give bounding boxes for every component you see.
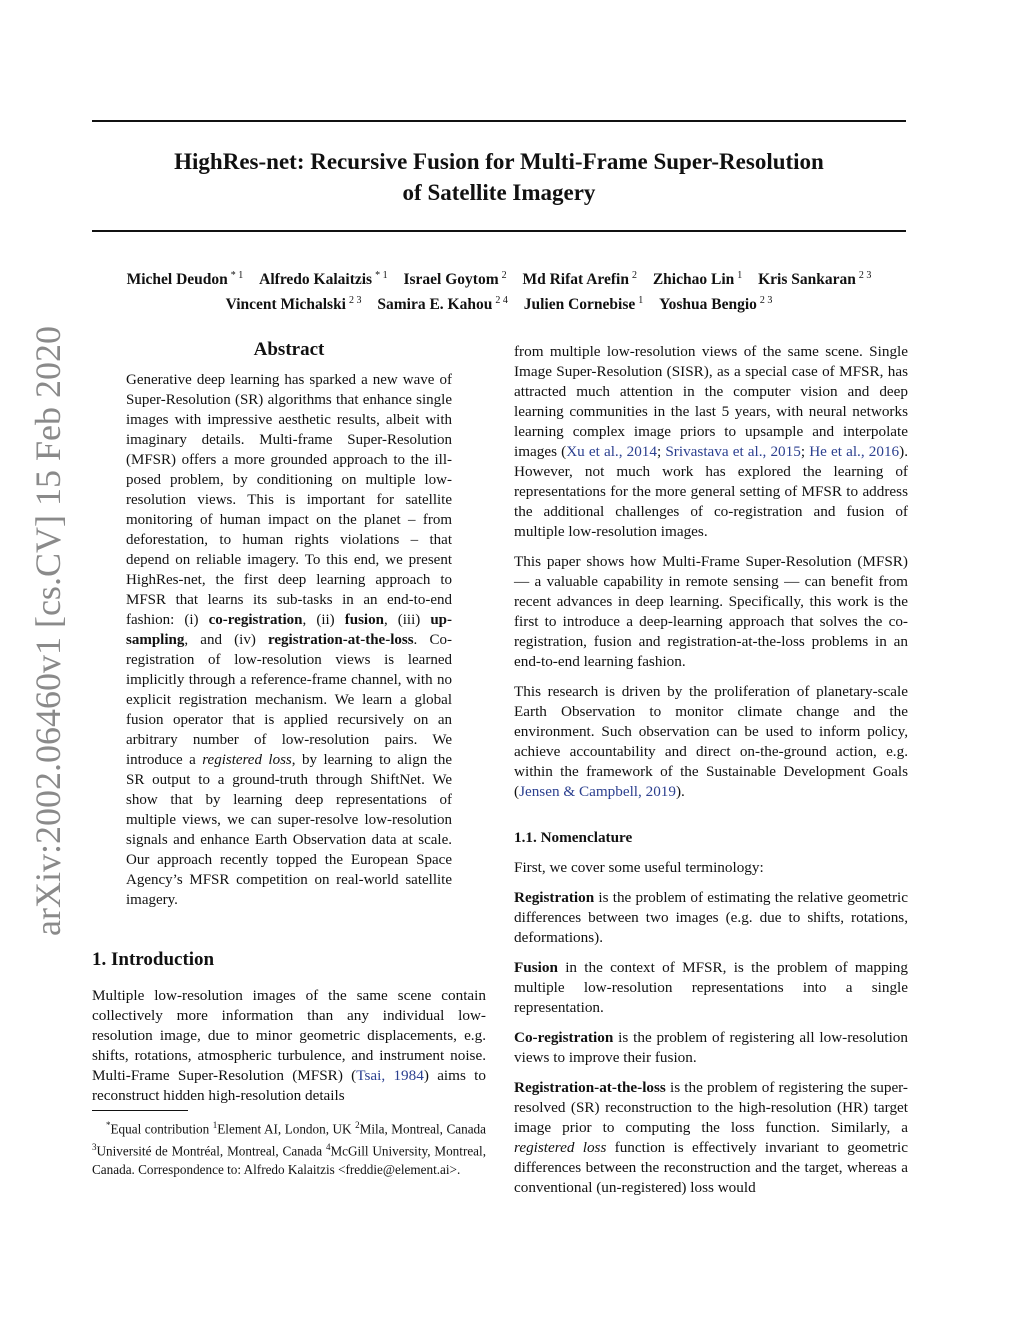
right-paragraph-1: from multiple low-resolution views of the same scene. Single Image Super-Resolution (SISR), as a special case of MFSR, has attracted much attention in the computer vision and deep learning communities in the last 5 years, with neural networks learning complex image priors to upsample and interpolate images (Xu et al., 2014; Srivastava et al., 2015; He et al., 2016). However, not much work has explored the learning of representations for the more general setting of MFSR to address the additional challenges of co-registration and fusion of multiple low-resolution images. bbox=[514, 343, 908, 540]
citation-link[interactable]: Jensen & Campbell, 2019 bbox=[519, 783, 676, 800]
abstract-text: Generative deep learning has sparked a new wave of Super-Resolution (SR) algorithms that enhance single images with impressive aesthetic results, albeit with imaginary details. Multi-frame Super-Resolution (MFSR) offers a more grounded approach to the ill-posed problem, by conditioning on multiple low-resolution views. This is important for satellite monitoring of human impact on the planet – from deforestation, to human rights violations – that depend on reliable imagery. To this end, we present HighRes-net, the first deep learning approach to MFSR that learns its sub-tasks in an end-to-end fashion: (i) co-registration, (ii) fusion, (iii) up-sampling, and (iv) registration-at-the-loss. Co-registration of low-resolution views is learned implicitly through a reference-frame channel, with no explicit registration mechanism. We learn a global fusion operator that is applied recursively on an arbitrary number of low-resolution pairs. We introduce a registered loss, by learning to align the SR output to a ground-truth through ShiftNet. We show that by learning deep representations of multiple views, we can super-resolve low-resolution signals and enhance Earth Observation data at scale. Our approach recently topped the European Space Agency’s MFSR competition on real-world satellite imagery. bbox=[126, 372, 453, 908]
right-paragraph-2: This paper shows how Multi-Frame Super-Resolution (MFSR) — a valuable capability in remote sensing — can benefit from recent advances in deep learning. Specifically, this work is the first to introduce a deep-learning approach that solves the co-registration, fusion and registration-at-the-loss problems in an end-to-end learning fashion. bbox=[514, 553, 908, 670]
author: Kris Sankaran $^{2 3}$ bbox=[758, 270, 872, 289]
introduction-heading: 1. Introduction bbox=[92, 949, 215, 970]
citation-link[interactable]: He et al., 2016 bbox=[809, 443, 900, 460]
author-line-1 bbox=[92, 265, 906, 290]
footnote: *Equal contribution $^1$Element AI, London, UK $^2$Mila, Montreal, Canada $^3$Université de Montréal, Montreal, Canada $^4$McGill University, Montreal, Canada. Correspondence to: Alfredo Kalaitzis <freddie@element.ai>. bbox=[92, 1120, 486, 1177]
author: Zhichao Lin $^1$ bbox=[652, 270, 743, 289]
title-rule-top bbox=[92, 120, 906, 122]
paper-title bbox=[92, 146, 906, 208]
author: Samira E. Kahou $^{2 4}$ bbox=[377, 295, 508, 314]
term-fusion: Fusion in the context of MFSR, is the problem of mapping multiple low-resolution representations into a single representation. bbox=[514, 959, 908, 1016]
right-column bbox=[514, 342, 908, 1208]
nomenclature-heading: 1.1. Nomenclature bbox=[514, 829, 633, 846]
title-line-2: of Satellite Imagery bbox=[402, 180, 596, 205]
term-registration: Registration is the problem of estimating the relative geometric differences between two images (e.g. due to shifts, rotations, deformations). bbox=[514, 889, 908, 946]
author: Md Rifat Arefin $^2$ bbox=[522, 270, 637, 289]
abstract-heading: Abstract bbox=[253, 339, 325, 360]
author: Israel Goytom $^2$ bbox=[403, 270, 507, 289]
footnote-rule bbox=[92, 1110, 188, 1111]
author: Vincent Michalski $^{2 3}$ bbox=[225, 295, 362, 314]
author-line-2 bbox=[92, 290, 906, 315]
intro-paragraph: Multiple low-resolution images of the same scene contain collectively more information than any individual low-resolution image, due to minor geometric displacements, e.g. shifts, rotations, atmospheric turbulence, and instrument noise. Multi-Frame Super-Resolution (MFSR) (Tsai, 1984) aims to reconstruct hidden high-resolution details bbox=[92, 987, 486, 1104]
author: Yoshua Bengio $^{2 3}$ bbox=[659, 295, 773, 314]
title-line-1: HighRes-net: Recursive Fusion for Multi-Frame Super-Resolution bbox=[174, 149, 824, 174]
title-rule-bottom bbox=[92, 230, 906, 232]
right-paragraph-3: This research is driven by the proliferation of planetary-scale Earth Observation to monitor climate change and the environment. Such observation can be used to inform policy, achieve accountability and direct on-the-ground action, e.g. within the framework of the Sustainable Development Goals (Jensen & Campbell, 2019). bbox=[514, 683, 908, 800]
nomenclature-intro: First, we cover some useful terminology: bbox=[514, 859, 764, 876]
author-list bbox=[92, 265, 906, 315]
term-registration-at-the-loss: Registration-at-the-loss is the problem of registering the super-resolved (SR) reconstruction to the high-resolution (HR) target image prior to computing the loss function. Similarly, a registered loss function is effectively invariant to geometric differences between the reconstruction and the target, whereas a conventional (un-registered) loss would bbox=[514, 1079, 908, 1196]
author: Michel Deudon $^{* 1}$ bbox=[126, 270, 244, 289]
citation-link[interactable]: Xu et al., 2014 bbox=[566, 443, 657, 460]
author: Alfredo Kalaitzis $^{* 1}$ bbox=[259, 270, 388, 289]
arxiv-stamp: arXiv:2002.06460v1 [cs.CV] 15 Feb 2020 bbox=[28, 326, 68, 936]
term-co-registration: Co-registration is the problem of registering all low-resolution views to improve their fusion. bbox=[514, 1029, 908, 1066]
left-column bbox=[92, 338, 486, 1116]
citation-link[interactable]: Tsai, 1984 bbox=[356, 1067, 424, 1084]
author: Julien Cornebise $^1$ bbox=[523, 295, 644, 314]
citation-link[interactable]: Srivastava et al., 2015 bbox=[665, 443, 801, 460]
